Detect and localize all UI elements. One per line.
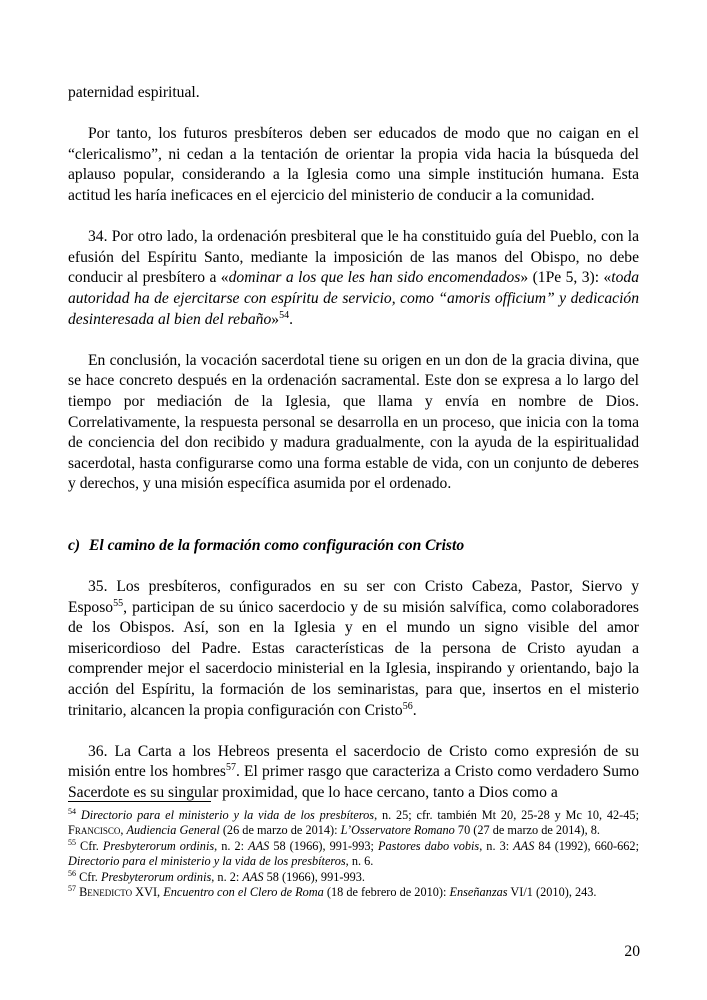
footnote-56: $^{56}$ Cfr. Presbyterorum ordinis, n. 2: AAS 58 (1966), 991-993. (68, 868, 365, 884)
footnote-55: $^{55}$ Cfr. Presbyterorum ordinis, n. 2: AAS 58 (1966), 991-993; Pastores dabo vobis, n. 3: AAS 84 (1992), 660-662; Directorio para el ministerio y la vida de los presbíteros, n. 6. (68, 837, 639, 869)
footnote-ref-57[interactable]: 57 (225, 762, 236, 774)
paragraph-continuation: paternidad espiritual. (68, 84, 200, 101)
paragraph-35: 35. Los presbíteros, configurados en su ser con Cristo Cabeza, Pastor, Siervo y Esposo$^{55}$, participan de su único sacerdocio y de su misión salvífica, como colaboradores de los Obispos. Así, son en la Iglesia y en el mundo un signo visible del amor misericordioso del Padre. Estas características de la persona de Cristo ayudan a comprender mejor el sacerdocio ministerial en la Iglesia, inspirando y orientando, bajo la acción del Espíritu, la formación de los seminaristas, para que, insertos en el misterio trinitario, alcancen la propia configuración con Cristo$^{56}$. (68, 578, 639, 719)
body-text (68, 83, 639, 824)
paragraph-34: 34. Por otro lado, la ordenación presbiteral que le ha constituido guía del Pueblo, con la efusión del Espíritu Santo, mediante la imposición de las manos del Obispo, no debe conducir al presbítero a «dominar a los que les han sido encomendados» (1Pe 5, 3): «toda autoridad ha de ejercitarse con espíritu de servicio, como “amoris officium” y dedicación desinteresada al bien del rebaño»$^{54}$. (68, 228, 640, 328)
footnote-ref-54[interactable]: 54 (279, 309, 290, 321)
footnote-separator (68, 801, 211, 802)
footnote-ref-56[interactable]: 56 (402, 700, 413, 712)
page-number: 20 (624, 943, 640, 960)
footnote-54: $^{54}$ Directorio para el ministerio y la vida de los presbíteros, n. 25; cfr. también Mt 20, 25-28 y Mc 10, 42-45; Francisco, Audiencia General (26 de marzo de 2014): L’Osservatore Romano 70 (27 de marzo de 2014), 8. (68, 806, 639, 838)
section-heading-text: El camino de la formación como configuración con Cristo (89, 536, 465, 554)
footnote-57: $^{57}$ Benedicto XVI, Encuentro con el Clero de Roma (18 de febrero de 2010): Enseñanzas VI/1 (2010), 243. (68, 883, 597, 900)
footnote-ref-55[interactable]: 55 (113, 597, 124, 609)
section-heading (68, 536, 639, 557)
quote-authority: toda autoridad ha de ejercitarse con espíritu de servicio, como “amoris officium” y dedicación desinteresada al bien del rebaño (68, 269, 640, 328)
paragraph-36: 36. La Carta a los Hebreos presenta el sacerdocio de Cristo como expresión de su misión entre los hombres$^{57}$. El primer rasgo que caracteriza a Cristo como verdadero Sumo Sacerdote es su singular proximidad, que lo hace cercano, tanto a Dios como a (68, 742, 639, 801)
section-heading-letter: c) (68, 536, 81, 554)
quote-1pe: dominar a los que les han sido encomendados (228, 269, 521, 287)
footnotes (68, 808, 639, 900)
paragraph-conclusion: En conclusión, la vocación sacerdotal tiene su origen en un don de la gracia divina, que se hace concreto después en la ordenación sacramental. Este don se expresa a lo largo del tiempo por mediación de la Iglesia, que llama y envía en nombre de Dios. Correlativamente, la respuesta personal se desarrolla en un proceso, que inicia con la toma de conciencia del don recibido y madura gradualmente, con la ayuda de la espiritualidad sacerdotal, hasta configurarse como una forma estable de vida, con un conjunto de deberes y derechos, y una misión específica asumida por el ordenado. (68, 351, 639, 493)
paragraph-clericalism: Por tanto, los futuros presbíteros deben ser educados de modo que no caigan en el “clericalismo”, ni cedan a la tentación de orientar la propia vida hacia la búsqueda del aplauso popular, considerando a la Iglesia como una simple institución humana. Esta actitud les haría ineficaces en el ejercicio del ministerio de conducir a la comunidad. (68, 125, 639, 204)
